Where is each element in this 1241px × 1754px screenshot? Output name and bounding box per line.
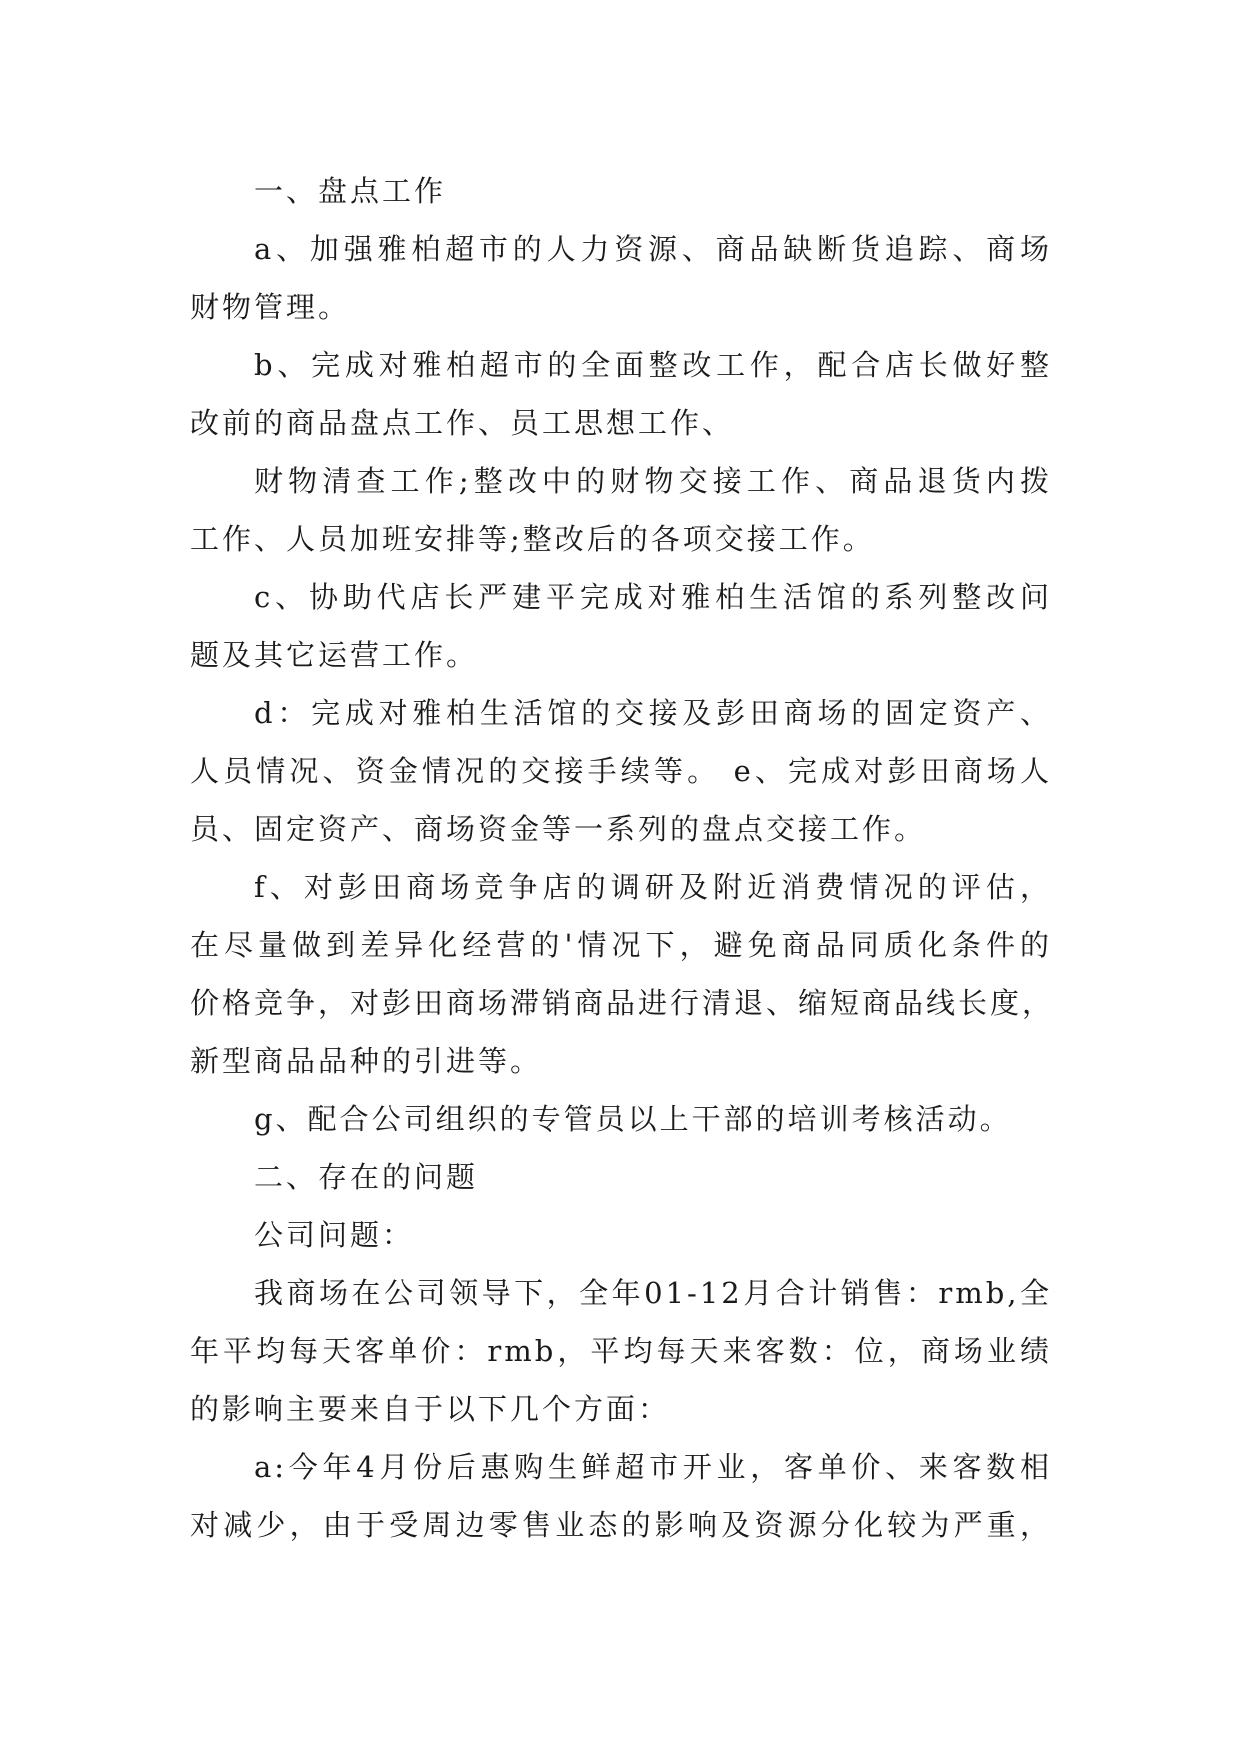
- paragraph-line: 年平均每天客单价：rmb，平均每天来客数：位，商场业绩: [190, 1334, 1052, 1368]
- section-heading-inventory: 一、盘点工作: [254, 174, 447, 208]
- paragraph-line: 题及其它运营工作。: [190, 638, 479, 672]
- paragraph-line: 的影响主要来自于以下几个方面：: [190, 1392, 671, 1426]
- paragraph-line: f、对彭田商场竞争店的调研及附近消费情况的评估，: [254, 870, 1052, 904]
- section-heading-problems: 二、存在的问题: [254, 1160, 479, 1194]
- paragraph-line: 在尽量做到差异化经营的'情况下，避免商品同质化条件的: [190, 928, 1052, 962]
- paragraph-line: 改前的商品盘点工作、员工思想工作、: [190, 406, 735, 440]
- paragraph-line: 价格竞争，对彭田商场滞销商品进行清退、缩短商品线长度，: [190, 986, 1055, 1020]
- paragraph-line: b、完成对雅柏超市的全面整改工作，配合店长做好整: [254, 348, 1052, 382]
- subheading-company-issues: 公司问题：: [254, 1218, 415, 1252]
- paragraph-line: 新型商品品种的引进等。: [190, 1044, 543, 1078]
- paragraph-line: c、协助代店长严建平完成对雅柏生活馆的系列整改问: [254, 580, 1052, 614]
- paragraph-line: g、配合公司组织的专管员以上干部的培训考核活动。: [254, 1102, 1012, 1136]
- paragraph-line: 人员情况、资金情况的交接手续等。 e、完成对彭田商场人: [190, 754, 1052, 788]
- paragraph-line: 我商场在公司领导下，全年01-12月合计销售：rmb,全: [254, 1276, 1052, 1310]
- paragraph-line: 财物清查工作;整改中的财物交接工作、商品退货内拨: [254, 464, 1052, 498]
- paragraph-line: a:今年4月份后惠购生鲜超市开业，客单价、来客数相: [254, 1450, 1052, 1484]
- paragraph-line: d：完成对雅柏生活馆的交接及彭田商场的固定资产、: [254, 696, 1052, 730]
- paragraph-line: 员、固定资产、商场资金等一系列的盘点交接工作。: [190, 812, 927, 846]
- paragraph-line: 对减少，由于受周边零售业态的影响及资源分化较为严重，: [190, 1508, 1052, 1542]
- paragraph-line: 工作、人员加班安排等;整改后的各项交接工作。: [190, 522, 875, 556]
- document-page: [190, 162, 1055, 1554]
- paragraph-line: 财物管理。: [190, 290, 351, 324]
- paragraph-line: a、加强雅柏超市的人力资源、商品缺断货追踪、商场: [254, 232, 1052, 266]
